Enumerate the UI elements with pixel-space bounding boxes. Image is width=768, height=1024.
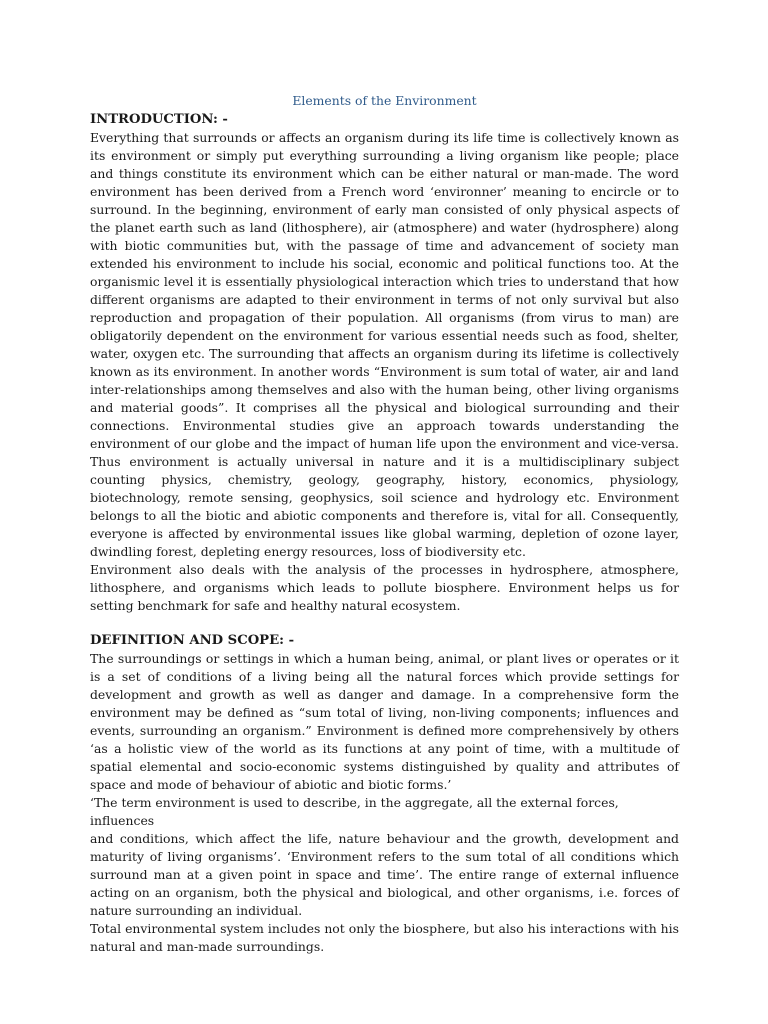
section-heading-definition: DEFINITION AND SCOPE: - — [90, 633, 295, 648]
paragraph: Everything that surrounds or affects an organism during its life time is collectively known as its environment or simply put everything surrounding a living organism like people; place and things constitute its environment which can be either natural or man-made. The word environment has been derived from a French word ‘environner’ meaning to encircle or to surround. In the beginning, environment of early man consisted of only physical aspects of the planet earth such as land (lithosphere), air (atmosphere) and water (hydrosphere) along with biotic communities but, with the passage of time and advancement of society man extended his environment to include his social, economic and political functions too. At the organismic level it is essentially physiological interaction which tries to understand that how different organisms are adapted to their environment in terms of not only survival but also reproduction and propagation of their population. All organisms (from virus to man) are obligatorily dependent on the environment for various essential needs such as food, shelter, water, oxygen etc. The surrounding that affects an organism during its lifetime is collectively known as its environment. In another words “Environment is sum total of water, air and land inter-relationships among themselves and also with the human being, other living organisms and material goods”. It comprises all the physical and biological surrounding and their connections. Environmental studies give an approach towards understanding the environment of our globe and the impact of human life upon the environment and vice-versa. Thus environment is actually universal in nature and it is a multidisciplinary subject counting physics, chemistry, geology, geography, history, economics, physiology, biotechnology, remote sensing, geophysics, soil science and hydrology etc. Environment belongs to all the biotic and abiotic components and therefore is, vital for all. Consequently, everyone is affected by environmental issues like global warming, depletion of ozone layer, dwindling forest, depleting energy resources, loss of biodiversity etc. — [90, 130, 679, 559]
paragraph: Environment also deals with the analysis of the processes in hydrosphere, atmosphere, lithosphere, and organisms which leads to pollute biosphere. Environment helps us for setting benchmark for safe and healthy natural ecosystem. — [90, 562, 679, 613]
section-spacer — [90, 615, 679, 632]
document-title: Elements of the Environment — [292, 93, 477, 108]
paragraph: and conditions, which affect the life, nature behaviour and the growth, development and maturity of living organisms’. ‘Environment refers to the sum total of all conditions which surround man at a given point in space and time’. The entire range of external influence acting on an organism, both the physical and biological, and other organisms, i.e. forces of nature surrounding an individual. — [90, 831, 679, 918]
document-page — [90, 92, 679, 956]
section-heading-introduction: INTRODUCTION: - — [90, 112, 228, 127]
paragraph: ‘The term environment is used to describe, in the aggregate, all the external forces, influences — [90, 795, 619, 828]
paragraph: Total environmental system includes not only the biosphere, but also his interactions with his natural and man-made surroundings. — [90, 921, 679, 954]
paragraph: The surroundings or settings in which a human being, animal, or plant lives or operates or it is a set of conditions of a living being all the natural forces which provide settings for development and growth as well as danger and damage. In a comprehensive form the environment may be defined as “sum total of living, non-living components; influences and events, surrounding an organism.” Environment is defined more comprehensively by others ‘as a holistic view of the world as its functions at any point of time, with a multitude of spatial elemental and socio-economic systems distinguished by quality and attributes of space and mode of behaviour of abiotic and biotic forms.’ — [90, 651, 679, 792]
